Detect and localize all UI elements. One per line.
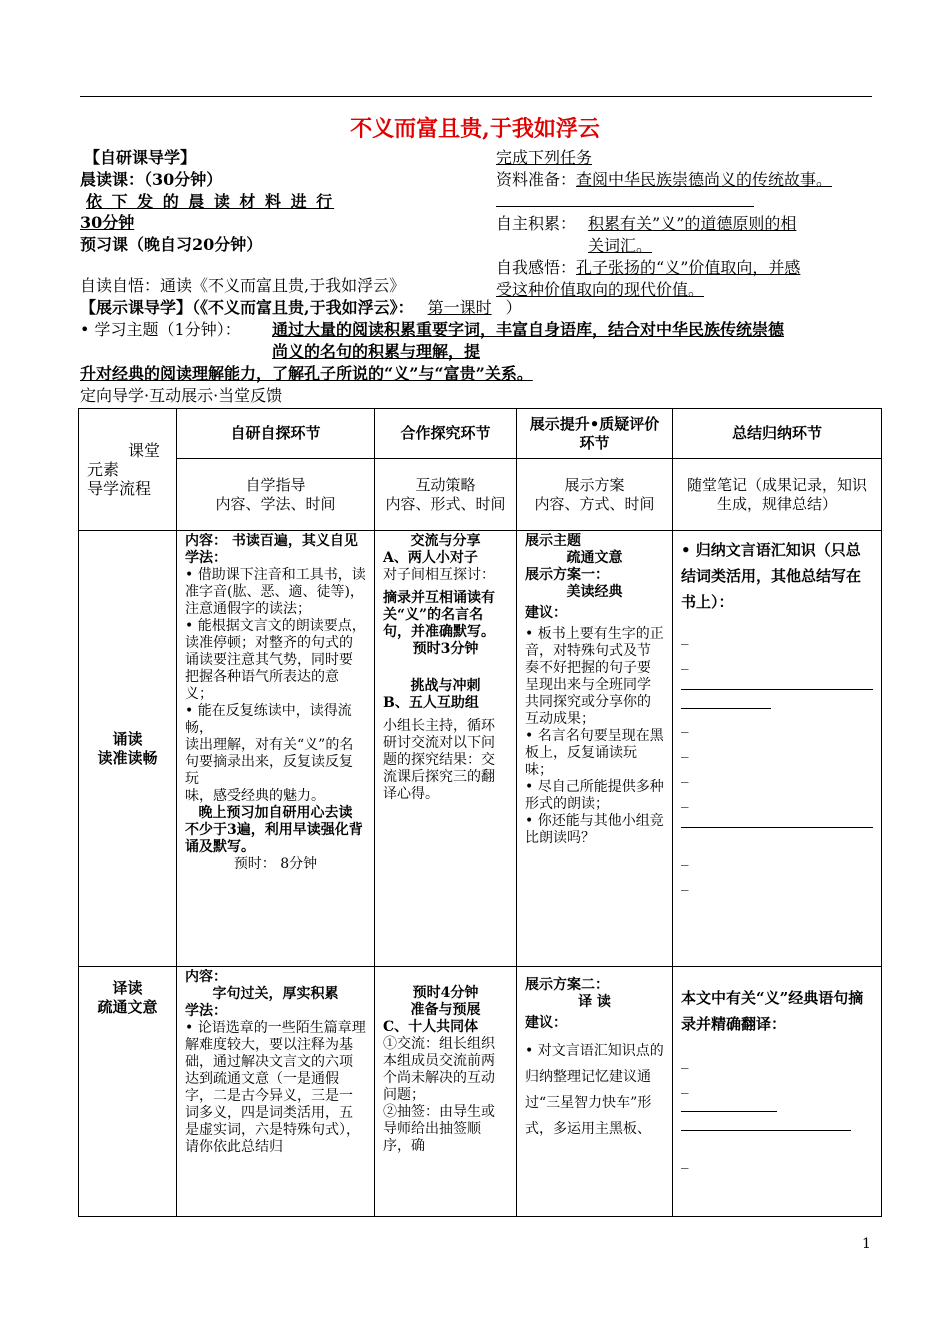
header-summary: 总结归纳环节 (673, 409, 882, 459)
tasks-line: 完成下列任务 (496, 148, 593, 167)
topic-line1: 通过大量的阅读积累重要字词，丰富自身语库，结合对中华民族传统崇德 (272, 320, 785, 339)
morning-minutes: 30分钟 (80, 213, 135, 232)
preview-class: 预习课（晚自习20分钟） (80, 235, 263, 254)
self-study-heading: 【自研课导学】 (84, 148, 197, 167)
feel-line: 自我感悟：孔子张扬的“义”价值取向，并感 (496, 258, 801, 277)
row-translate-display: 展示方案二： 译 读 建议： • 对文言语汇知识点的归纳整理记忆建议通过“三星智力快车”形式，多运用主黑板、 (517, 967, 673, 1217)
page-number: 1 (862, 1236, 871, 1252)
display-period: 第一课时 (427, 298, 492, 317)
row-recite-cooperate: 交流与分享 A、两人小对子 对子间相互探讨： 摘录并互相诵读有关“义”的名言名句，并准确默写。 预时3分钟 挑战与冲刺 B、五人互助组 小组长主持，循环研讨交流对以下问题的探究结果：交流课后探究三的翻译心得。 (375, 531, 517, 967)
blank-rule (496, 206, 754, 207)
prep-line: 资料准备：查阅中华民族崇德尚义的传统故事。 (496, 170, 833, 189)
header-display: 展示提升•质疑评价环节 (517, 409, 673, 459)
row-translate-summary: 本文中有关“义”经典语句摘录并精确翻译： _ _ _ (673, 967, 882, 1217)
topic-line2: 尚义的名句的积累与理解，提 (272, 342, 481, 361)
row-translate-label: 译读 疏通文意 (79, 967, 177, 1217)
row-translate-cooperate: 预时4分钟 准备与预展 C、十人共同体 ①交流：组长组织本组成员交流前两个尚未解决的互动问题； ②抽签：由导生或导师给出抽签顺序，确 (375, 967, 517, 1217)
morning-material: 依 下 发 的 晨 读 材 料 进 行 (86, 192, 335, 211)
row-recite-summary: • 归纳文言语汇知识（只总结词类活用，其他总结写在书上）： _ _ _ _ _ _ _ _ (673, 531, 882, 967)
sub-summary: 随堂笔记（成果记录，知识生成，规律总结） (673, 459, 882, 531)
accum-line: 自主积累： 积累有关”义”的道德原则的相 (496, 214, 797, 233)
row-recite-display: 展示主题 疏通文意 展示方案一： 美读经典 建议： • 板书上要有生字的正音，对特殊句式及节奏不好把握的句子要呈现出来与全班同学共同探究或分享你的互动成果； • 名言名句要呈现在黑板上，反复诵读玩味； • 尽自己所能提供多种形式的朗读； • 你还能与其他小组竞比朗读吗？ (517, 531, 673, 967)
row-translate-self-study: 内容： 字句过关，厚实积累 学法： • 论语选章的一些陌生篇章理解难度较大，要以注释为基础，通过解决文言文的六项达到疏通文意（一是通假字，二是古今异义，三是一词多义，四是词类活用，五是虚实词，六是特殊句式），请你依此总结归 (177, 967, 375, 1217)
accum-line2: 关词汇。 (588, 236, 653, 255)
self-reading: 自读自悟：通读《不义而富且贵,于我如浮云》 (80, 276, 406, 295)
sub-display: 展示方案 内容、方式、时间 (517, 459, 673, 531)
topic-label: • 学习主题（1分钟）： (80, 320, 241, 339)
sub-self-study: 自学指导 内容、学法、时间 (177, 459, 375, 531)
feel-line2: 受这种价值取向的现代价值。 (496, 280, 705, 299)
header-cooperate: 合作探究环节 (375, 409, 517, 459)
sub-cooperate: 互动策略 内容、形式、时间 (375, 459, 517, 531)
header-self-study: 自研自探环节 (177, 409, 375, 459)
corner-cell: 课堂 元素 导学流程 (79, 409, 177, 531)
header-rule (80, 96, 872, 97)
guide-table (78, 408, 882, 1217)
morning-reading: 晨读课：（30分钟） (80, 170, 223, 189)
guide-line: 定向导学·互动展示·当堂反馈 (80, 386, 283, 405)
row-recite-self-study: 内容： 书读百遍，其义自见 学法： • 借助课下注音和工具书，读准字音(肱、恶、適、徒等)，注意通假字的读法； • 能根据文言文的朗读要点，读准停顿；对整齐的句式的诵读要注意其气势，同时要把握各种语气所表达的意义； • 能在反复练读中，读得流畅， 读出理解，对有关“义”的名 句要摘录出来，反复读反复玩 味，感受经典的魅力。 晚上预习加自研用心去读 不少于3遍，利用早读强化背诵及默写。 预时： 8分钟 (177, 531, 375, 967)
row-recite-label: 诵读 读准读畅 (79, 531, 177, 967)
page-title: 不义而富且贵,于我如浮云 (350, 116, 600, 142)
topic-line3: 升对经典的阅读理解能力，了解孔子所说的“义”与“富贵”关系。 (80, 364, 533, 383)
display-heading: 【展示课导学】（《不义而富且贵,于我如浮云》： 第一课时 ） (80, 298, 522, 317)
